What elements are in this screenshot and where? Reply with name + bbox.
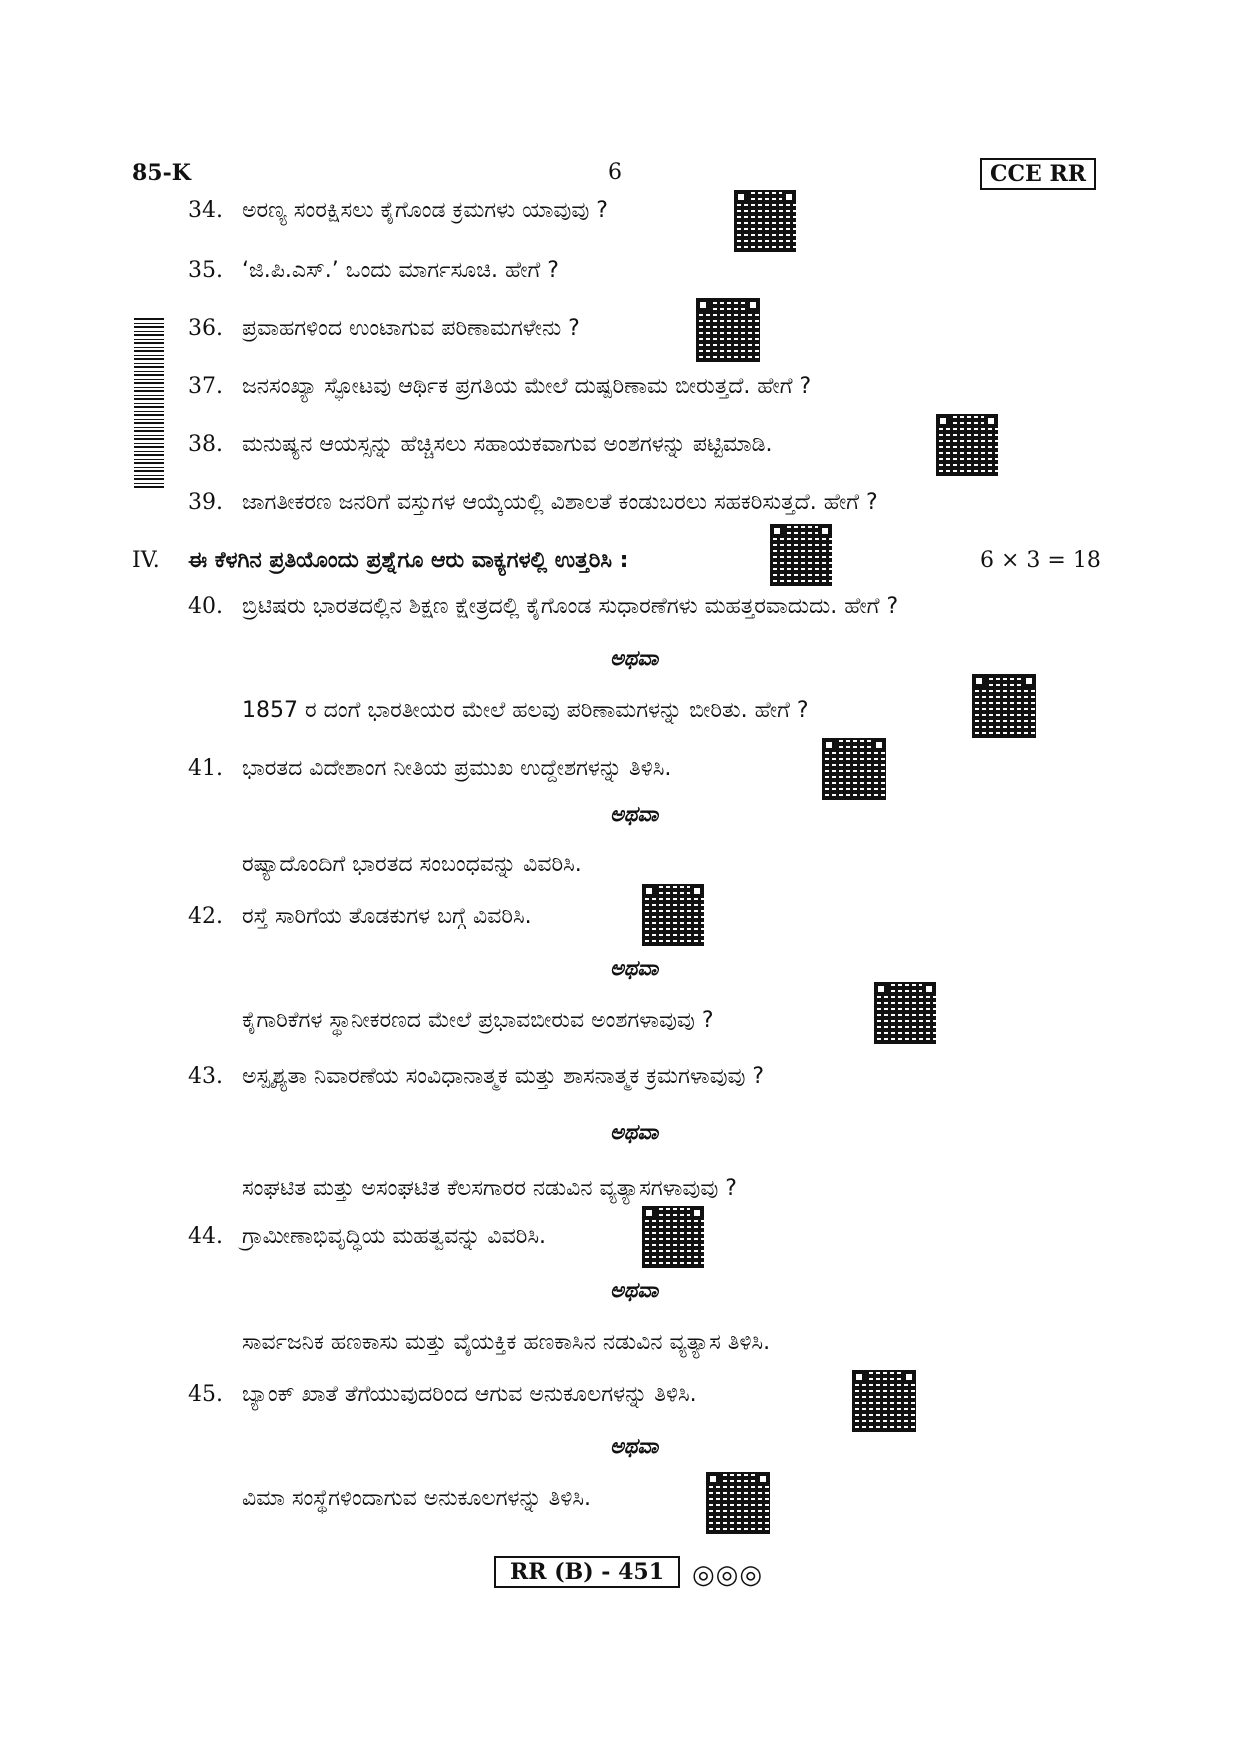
question-45-alternative: ವಿಮಾ ಸಂಸ್ಥೆಗಳಿಂದಾಗುವ ಅನುಕೂಲಗಳನ್ನು ತಿಳಿಸಿ. — [242, 1486, 591, 1511]
or-label: ಅಥವಾ — [610, 1434, 659, 1458]
question-41-alternative: ರಷ್ಯಾದೊಂದಿಗೆ ಭಾರತದ ಸಂಬಂಧವನ್ನು ವಿವರಿಸಿ. — [242, 852, 582, 877]
qr-code-icon — [822, 738, 886, 800]
question-42: 42. ರಸ್ತೆ ಸಾರಿಗೆಯ ತೊಡಕುಗಳ ಬಗ್ಗೆ ವಿವರಿಸಿ. — [188, 904, 532, 929]
qr-code-icon — [734, 190, 796, 252]
or-label: ಅಥವಾ — [610, 646, 659, 670]
question-40-alternative: 1857 ರ ದಂಗೆ ಭಾರತೀಯರ ಮೇಲೆ ಹಲವು ಪರಿಣಾಮಗಳನ್ನು ಬೀರಿತು. ಹೇಗೆ ? — [242, 698, 809, 723]
paper-code: 85-K — [132, 160, 191, 186]
question-37: 37. ಜನಸಂಖ್ಯಾ ಸ್ಫೋಟವು ಆರ್ಥಿಕ ಪ್ರಗತಿಯ ಮೇಲೆ ದುಷ್ಪರಿಣಾಮ ಬೀರುತ್ತದೆ. ಹೇಗೆ ? — [188, 374, 812, 399]
question-38: 38. ಮನುಷ್ಯನ ಆಯಸ್ಸನ್ನು ಹೆಚ್ಚಿಸಲು ಸಹಾಯಕವಾಗುವ ಅಂಶಗಳನ್ನು ಪಟ್ಟಿಮಾಡಿ. — [188, 432, 773, 457]
question-42-alternative: ಕೈಗಾರಿಕೆಗಳ ಸ್ಥಾನೀಕರಣದ ಮೇಲೆ ಪ್ರಭಾವಬೀರುವ ಅಂಶಗಳಾವುವು ? — [242, 1008, 714, 1033]
qr-code-icon — [936, 414, 998, 476]
question-35: 35. ‘ಜಿ.ಪಿ.ಎಸ್.’ ಒಂದು ಮಾರ್ಗಸೂಚಿ. ಹೇಗೆ ? — [188, 258, 559, 283]
qr-code-icon — [852, 1370, 916, 1432]
question-40: 40. ಬ್ರಿಟಿಷರು ಭಾರತದಲ್ಲಿನ ಶಿಕ್ಷಣ ಕ್ಷೇತ್ರದಲ್ಲಿ ಕೈಗೊಂಡ ಸುಧಾರಣೆಗಳು ಮಹತ್ತರವಾದುದು. ಹೇಗೆ ? — [188, 594, 899, 619]
question-43-alternative: ಸಂಘಟಿತ ಮತ್ತು ಅಸಂಘಟಿತ ಕೆಲಸಗಾರರ ನಡುವಿನ ವ್ಯತ್ಯಾಸಗಳಾವುವು ? — [242, 1176, 737, 1201]
qr-code-icon — [642, 1206, 704, 1268]
question-41: 41. ಭಾರತದ ವಿದೇಶಾಂಗ ನೀತಿಯ ಪ್ರಮುಖ ಉದ್ದೇಶಗಳನ್ನು ತಿಳಿಸಿ. — [188, 756, 672, 781]
qr-code-icon — [642, 884, 704, 946]
circle-marks-icon: ◎◎◎ — [692, 1560, 764, 1590]
or-label: ಅಥವಾ — [610, 1278, 659, 1302]
question-45: 45. ಬ್ಯಾಂಕ್ ಖಾತೆ ತೆಗೆಯುವುದರಿಂದ ಆಗುವ ಅನುಕೂಲಗಳನ್ನು ತಿಳಿಸಿ. — [188, 1382, 697, 1407]
question-39: 39. ಜಾಗತೀಕರಣ ಜನರಿಗೆ ವಸ್ತುಗಳ ಆಯ್ಕೆಯಲ್ಲಿ ವಿಶಾಲತೆ ಕಂಡುಬರಲು ಸಹಕರಿಸುತ್ತದೆ. ಹೇಗೆ ? — [188, 490, 878, 515]
question-44-alternative: ಸಾರ್ವಜನಿಕ ಹಣಕಾಸು ಮತ್ತು ವೈಯಕ್ತಿಕ ಹಣಕಾಸಿನ ನಡುವಿನ ವ್ಯತ್ಯಾಸ ತಿಳಿಸಿ. — [242, 1330, 771, 1355]
qr-code-icon — [972, 674, 1036, 738]
section-heading: IV. ಈ ಕೆಳಗಿನ ಪ್ರತಿಯೊಂದು ಪ್ರಶ್ನೆಗೂ ಆರು ವಾಕ್ಯಗಳಲ್ಲಿ ಉತ್ತರಿಸಿ : — [132, 548, 629, 573]
question-34: 34. ಅರಣ್ಯ ಸಂರಕ್ಷಿಸಲು ಕೈಗೊಂಡ ಕ್ರಮಗಳು ಯಾವುವು ? — [188, 198, 608, 223]
qr-code-icon — [874, 982, 936, 1044]
qr-code-icon — [770, 524, 832, 586]
booklet-code: RR (B) - 451 — [494, 1556, 680, 1588]
or-label: ಅಥವಾ — [610, 956, 659, 980]
page-number: 6 — [608, 160, 622, 185]
scheme-badge: CCE RR — [980, 158, 1096, 190]
or-label: ಅಥವಾ — [610, 802, 659, 826]
question-44: 44. ಗ್ರಾಮೀಣಾಭಿವೃದ್ಧಿಯ ಮಹತ್ವವನ್ನು ವಿವರಿಸಿ. — [188, 1224, 547, 1249]
or-label: ಅಥವಾ — [610, 1120, 659, 1144]
question-43: 43. ಅಸ್ಪೃಶ್ಯತಾ ನಿವಾರಣೆಯ ಸಂವಿಧಾನಾತ್ಮಕ ಮತ್ತು ಶಾಸನಾತ್ಮಕ ಕ್ರಮಗಳಾವುವು ? — [188, 1064, 765, 1089]
qr-code-icon — [696, 298, 760, 362]
section-marks: 6 × 3 = 18 — [980, 548, 1101, 573]
barcode-icon — [134, 318, 164, 488]
question-36: 36. ಪ್ರವಾಹಗಳಿಂದ ಉಂಟಾಗುವ ಪರಿಣಾಮಗಳೇನು ? — [188, 316, 580, 341]
qr-code-icon — [706, 1472, 770, 1534]
